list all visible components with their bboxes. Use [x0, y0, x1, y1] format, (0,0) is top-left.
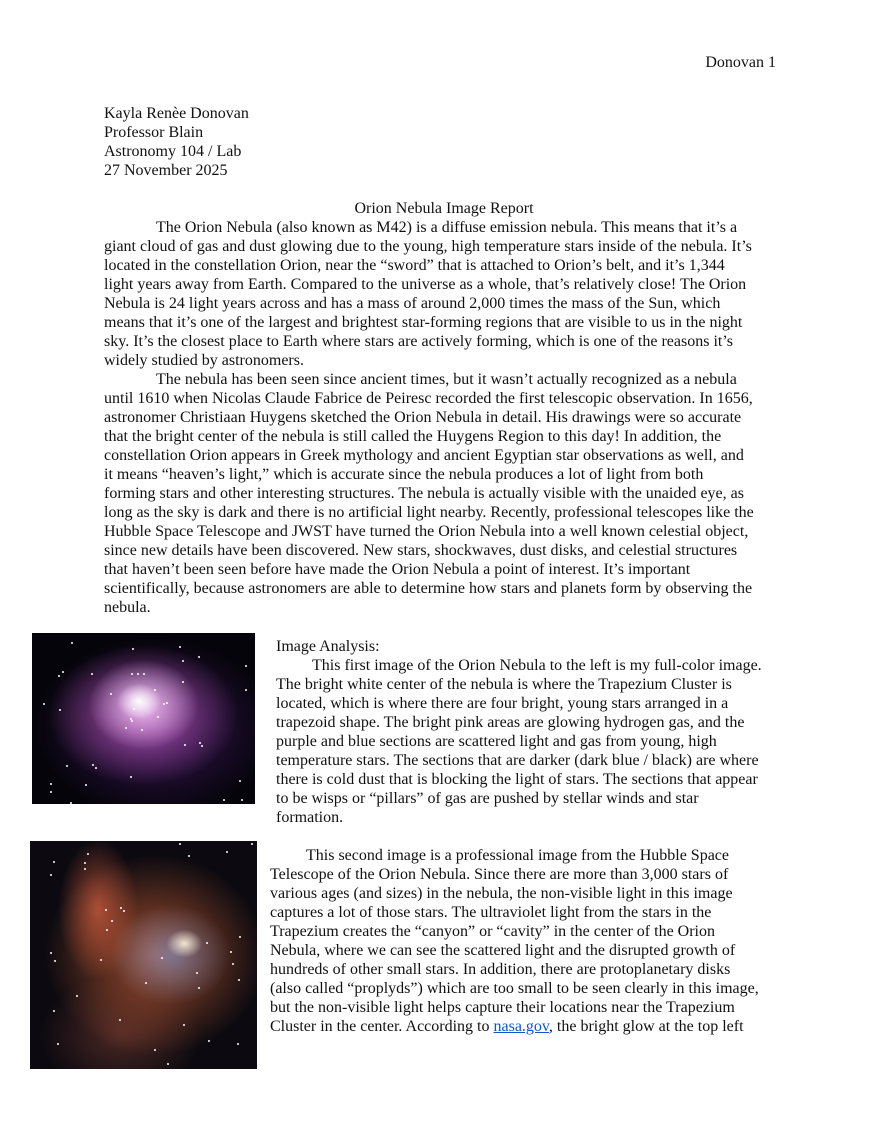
star-dot [50, 791, 52, 793]
page-header: Donovan 1 [705, 54, 776, 71]
star-dot [50, 952, 52, 954]
star-dot [76, 995, 78, 997]
text-line: until 1610 when Nicolas Claude Fabrice de Peiresc recorded the first telescopic observation. In 1656, [104, 390, 753, 407]
star-dot [43, 703, 45, 705]
orion-nebula-full-color-image [32, 633, 255, 804]
star-dot [223, 799, 225, 801]
star-dot [105, 909, 107, 911]
analysis-paragraph-2-lines [270, 846, 759, 1017]
text-line: forming stars and other interesting structures. The nebula is actually visible with the unaided eye, as [104, 485, 744, 502]
star-dot [188, 855, 190, 857]
star-dot [59, 709, 61, 711]
star-dot [239, 780, 241, 782]
text-line: formation. [276, 809, 344, 826]
star-dot [131, 673, 133, 675]
text-line: Astronomy 104 / Lab [104, 143, 242, 160]
text-line: that the bright center of the nebula is still called the Huygens Region to this day! In addition, the [104, 428, 722, 445]
text-line: trapezoid shape. The bright pink areas are glowing hydrogen gas, and the [276, 714, 745, 731]
text-line: The Orion Nebula (also known as M42) is a diffuse emission nebula. This means that it’s a [156, 219, 738, 236]
text-line: giant cloud of gas and dust glowing due to the young, high temperature stars inside of the nebula. It’s [104, 238, 752, 255]
star-dot [179, 843, 181, 845]
star-dot [143, 673, 145, 675]
star-dot [141, 729, 143, 731]
text-line: various ages (and sizes) in the nebula, the non-visible light in this image [270, 885, 733, 902]
text-line [270, 1017, 759, 1036]
star-dot [145, 982, 147, 984]
star-dot [154, 1049, 156, 1051]
star-dot [241, 799, 243, 801]
star-dot [57, 1043, 59, 1045]
text-line: long as the sky is dark and there is no artificial light nearby. Recently, professional telescopes like the [104, 504, 754, 521]
star-dot [130, 718, 132, 720]
star-dot [131, 720, 133, 722]
star-dot [183, 1024, 185, 1026]
text-line: since new details have been discovered. New stars, shockwaves, dust disks, and celestial structures [104, 542, 738, 559]
text-line: but the non-visible light helps capture their locations near the Trapezium [270, 999, 735, 1016]
star-dot [58, 675, 60, 677]
star-dot [198, 656, 200, 658]
text-line: temperature stars. The sections that are darker (dark blue / black) are where [276, 752, 759, 769]
star-dot [167, 1063, 169, 1065]
star-dot [198, 987, 200, 989]
text-line: located, which is where there are four bright, young stars arranged in a [276, 695, 729, 712]
star-dot [163, 703, 165, 705]
paragraph-2 [104, 370, 754, 617]
text-line: that haven’t been seen before have made the Orion Nebula a point of interest. It’s important [104, 561, 691, 578]
star-dot [84, 868, 86, 870]
text-line: The bright white center of the nebula is where the Trapezium Cluster is [276, 676, 732, 693]
star-dot [70, 802, 72, 804]
star-dot [50, 874, 52, 876]
star-dot [53, 861, 55, 863]
star-dot [239, 936, 241, 938]
star-dot [132, 648, 134, 650]
star-dot [111, 920, 113, 922]
star-dot [130, 776, 132, 778]
star-dot [157, 716, 159, 718]
image-analysis-heading: Image Analysis: [276, 638, 380, 655]
text-line: there is cold dust that is blocking the light of stars. The sections that appear [276, 771, 758, 788]
analysis-paragraph-2 [270, 846, 759, 1036]
star-dot [232, 963, 234, 965]
text-line: sky. It’s the closest place to Earth where stars are actively forming, which is one of the reasons it’s [104, 333, 733, 350]
star-dot [133, 708, 135, 710]
star-dot [230, 951, 232, 953]
nasa-gov-link[interactable]: nasa.gov [493, 1018, 549, 1035]
text-line: constellation Orion appears in Greek mythology and ancient Egyptian star observations as well, and [104, 447, 744, 464]
text-line: located in the constellation Orion, near the “sword” that is attached to Orion’s belt, and it’s 1,344 [104, 257, 725, 274]
star-dot [100, 959, 102, 961]
star-dot [251, 843, 253, 845]
text-line: hundreds of other small stars. In addition, there are protoplanetary disks [270, 961, 731, 978]
star-dot [125, 727, 127, 729]
text-line: purple and blue sections are scattered light and gas from young, high [276, 733, 717, 750]
text-line: it means “heaven’s light,” which is accurate since the nebula produces a lot of light from both [104, 466, 704, 483]
star-dot [53, 1010, 55, 1012]
star-dot [154, 689, 156, 691]
star-dot [87, 853, 89, 855]
star-dot [166, 702, 168, 704]
star-dot [92, 764, 94, 766]
text-line: to be wisps or “pillars” of gas are pushed by stellar winds and star [276, 790, 699, 807]
text-line: 27 November 2025 [104, 162, 228, 179]
star-dot [66, 765, 68, 767]
star-dot [50, 783, 52, 785]
star-dot [184, 744, 186, 746]
star-dot [119, 1019, 121, 1021]
text-line: Kayla Renèe Donovan [104, 105, 249, 122]
star-dot [245, 665, 247, 667]
text-line: Nebula, where we can see the scattered light and the disrupted growth of [270, 942, 736, 959]
text-line: widely studied by astronomers. [104, 352, 304, 369]
star-dot [238, 979, 240, 981]
text-line: Telescope of the Orion Nebula. Since there are more than 3,000 stars of [270, 866, 729, 883]
star-dot [123, 910, 125, 912]
star-dot [196, 972, 198, 974]
star-dot [71, 642, 73, 644]
text-line: astronomer Christiaan Huygens sketched the Orion Nebula in detail. His drawings were so accurate [104, 409, 742, 426]
star-dot [182, 681, 184, 683]
text-line: (also called “proplyds”) which are too small to be seen clearly in this image, [270, 980, 759, 997]
text-line: The nebula has been seen since ancient times, but it wasn’t actually recognized as a nebula [156, 371, 737, 388]
heading-block [104, 104, 249, 180]
report-title: Orion Nebula Image Report [354, 200, 534, 217]
star-dot [106, 929, 108, 931]
star-dot [84, 862, 86, 864]
text-line: Hubble Space Telescope and JWST have turned the Orion Nebula into a well known celestial object, [104, 523, 749, 540]
star-dot [201, 745, 203, 747]
star-dot [206, 942, 208, 944]
star-dot [208, 1040, 210, 1042]
text-line: nebula. [104, 599, 151, 616]
text-line: light years away from Earth. Compared to the universe as a whole, that’s relatively close! The Orion [104, 276, 747, 293]
star-dot [182, 660, 184, 662]
orion-nebula-hubble-image [30, 841, 257, 1069]
star-dot [226, 851, 228, 853]
text-line: scientifically, because astronomers are able to determine how stars and planets form by observing the [104, 580, 753, 597]
star-dot [137, 673, 139, 675]
text-segment: , the bright glow at the top left [548, 1018, 744, 1035]
star-dot [161, 957, 163, 959]
text-line: Nebula is 24 light years across and has a mass of around 2,000 times the mass of the Sun, which [104, 295, 721, 312]
text-line: means that it’s one of the largest and brightest star-forming regions that are visible to us in the night [104, 314, 743, 331]
text-line: This first image of the Orion Nebula to the left is my full-color image. [312, 657, 762, 674]
paragraph-1 [104, 218, 752, 370]
star-dot [62, 671, 64, 673]
star-dot [237, 1043, 239, 1045]
text-line: captures a lot of those stars. The ultraviolet light from the stars in the [270, 904, 712, 921]
text-line: Professor Blain [104, 124, 204, 141]
star-dot [120, 907, 122, 909]
star-dot [245, 689, 247, 691]
text-line: This second image is a professional image from the Hubble Space [306, 847, 729, 864]
star-dot [179, 646, 181, 648]
star-dot [85, 784, 87, 786]
analysis-paragraph-1 [276, 656, 762, 827]
star-dot [95, 767, 97, 769]
star-dot [54, 960, 56, 962]
text-segment: Cluster in the center. According to [270, 1018, 494, 1035]
star-dot [199, 742, 201, 744]
star-dot [110, 693, 112, 695]
star-dot [91, 673, 93, 675]
text-line: Trapezium creates the “canyon” or “cavity” in the center of the Orion [270, 923, 715, 940]
